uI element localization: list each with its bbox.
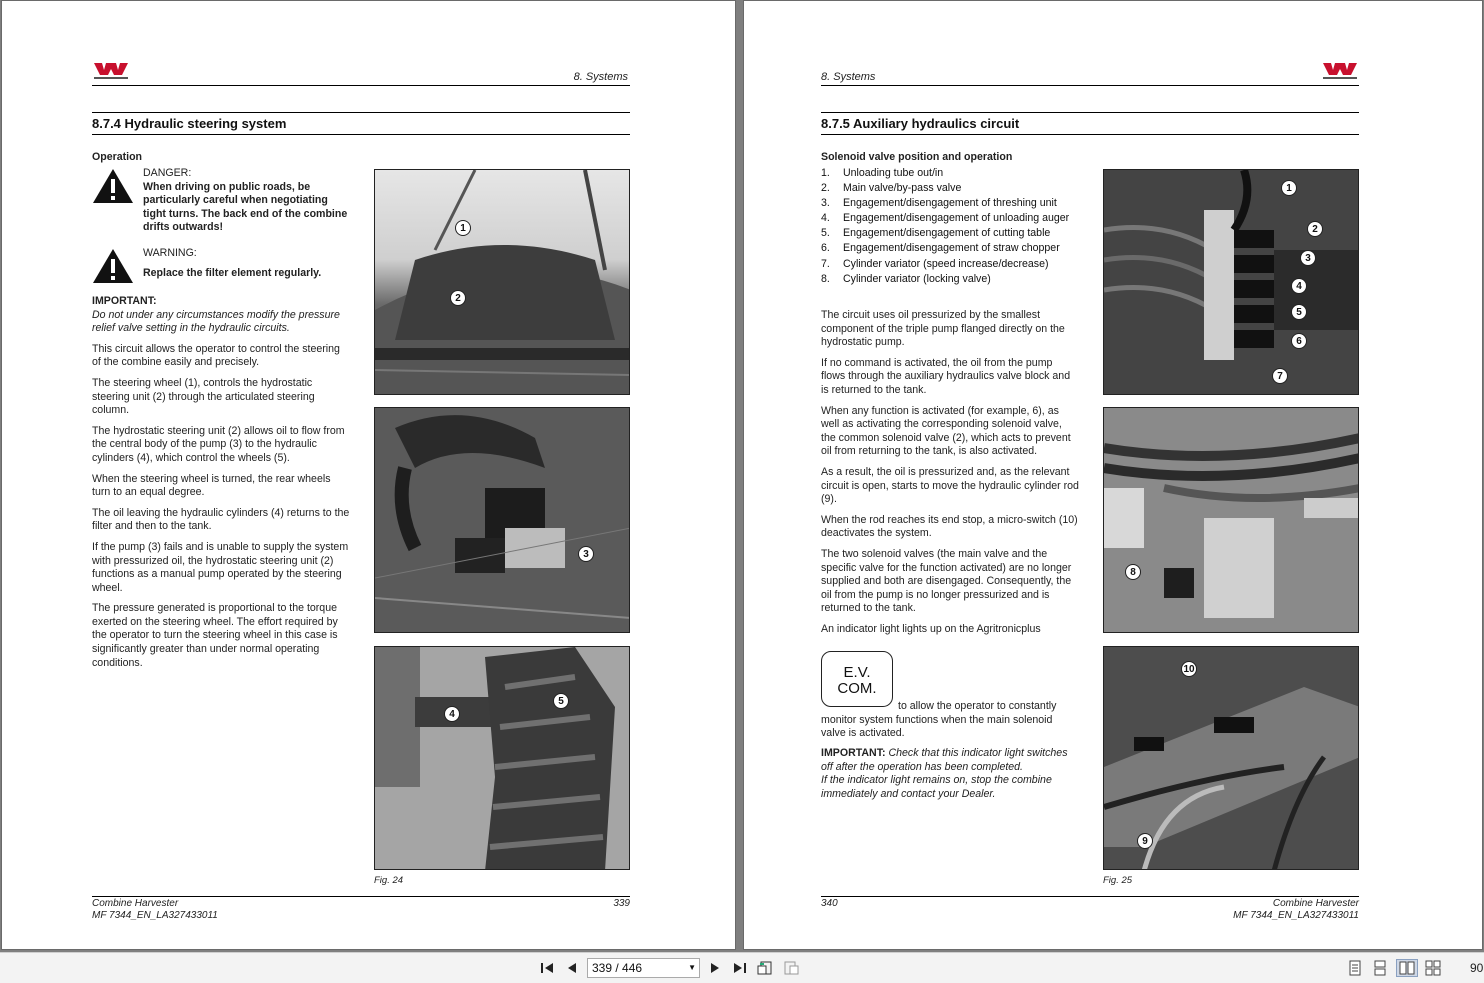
photo-wheel [374, 646, 630, 870]
photo-valve-block [1103, 169, 1359, 395]
paragraph: As a result, the oil is pressurized and, as the relevant circuit is open, starts to move the hydraulic cylinder rod (9). [821, 465, 1079, 506]
callout-4: 4 [444, 706, 460, 722]
evcom-line2: COM. [837, 680, 877, 697]
after-icon-text: to allow the operator to constantly monitor system functions when the main solenoid valve is activated. [821, 700, 1057, 740]
paragraph: The oil leaving the hydraulic cylinders (4) returns to the filter and then to the tank. [92, 506, 350, 533]
paragraph: When the steering wheel is turned, the rear wheels turn to an equal degree. [92, 472, 331, 499]
callout-2: 2 [1307, 221, 1323, 237]
callout-5: 5 [1291, 304, 1307, 320]
footer-title: Combine Harvester [1272, 898, 1359, 909]
important-text-1: Check that this indicator light switches off after the operation has been completed. [821, 747, 1068, 773]
callout-5: 5 [553, 693, 569, 709]
paragraph: When the rod reaches its end stop, a micro-switch (10) deactivates the system. [821, 513, 1078, 540]
section-title: 8.7.4 Hydraulic steering system [92, 116, 287, 131]
page-340 [743, 0, 1483, 950]
callout-2: 2 [450, 290, 466, 306]
evcom-line1: E.V. [843, 664, 871, 681]
photo-pump [374, 407, 630, 633]
paragraph: When any function is activated (for example, 6), as well as activating the corresponding solenoid valve, the common solenoid valve (2), which acts to prevent oil from returning to the tank, is also activated. [821, 404, 1071, 458]
callout-3: 3 [1300, 250, 1316, 266]
page-number-input[interactable] [587, 958, 700, 978]
subtitle: Solenoid valve position and operation [821, 151, 1013, 163]
footer-rule [92, 896, 630, 897]
next-view-icon[interactable] [782, 959, 800, 977]
operation-label: Operation [92, 151, 143, 163]
page-indicator: 339 / 446 [592, 961, 643, 975]
list-item: 4. Engagement/disengagement of unloading auger [821, 212, 1070, 225]
paragraph: The steering wheel (1), controls the hydrostatic steering unit (2) through the articulated steering column. [92, 376, 315, 417]
footer-title: Combine Harvester [92, 898, 179, 909]
important-label: IMPORTANT: [821, 747, 886, 759]
facing-pages-view-icon[interactable] [1396, 959, 1418, 977]
single-page-view-icon[interactable] [1346, 959, 1364, 977]
massey-ferguson-logo [92, 61, 130, 81]
section-title: 8.7.5 Auxiliary hydraulics circuit [821, 116, 1020, 131]
massey-ferguson-logo [1321, 61, 1359, 81]
last-page-icon[interactable] [731, 959, 749, 977]
zoom-level[interactable]: 90 [1470, 961, 1484, 975]
first-page-icon[interactable] [538, 959, 556, 977]
callout-6: 6 [1291, 333, 1307, 349]
paragraph: The hydrostatic steering unit (2) allows oil to flow from the central body of the pump (3) to the hydraulic cylinders (4), which control the wheels (5). [92, 424, 345, 464]
title-rule-top [821, 112, 1359, 113]
figure-caption: Fig. 25 [1103, 875, 1133, 886]
list-item: 2. Main valve/by-pass valve [821, 182, 962, 195]
title-rule-bottom [821, 134, 1359, 135]
list-item: 6. Engagement/disengagement of straw chopper [821, 242, 1060, 255]
viewer-toolbar [0, 952, 1484, 983]
paragraph: This circuit allows the operator to control the steering of the combine easily and precisely. [92, 342, 340, 369]
important-text: Do not under any circumstances modify the pressure relief valve setting in the hydraulic circuits. [92, 308, 340, 335]
important-label: IMPORTANT: [92, 295, 157, 307]
title-rule-top [92, 112, 630, 113]
callout-7: 7 [1272, 368, 1288, 384]
paragraph: The pressure generated is proportional to the torque exerted on the steering wheel. The effort required by the operator to turn the steering wheel in this case is significantly greater than under normal operating conditions. [92, 602, 338, 669]
warning-text: Replace the filter element regularly. [143, 266, 322, 279]
photo-steering-wheel [374, 169, 630, 395]
footer-rule [821, 896, 1359, 897]
continuous-view-icon[interactable] [1371, 959, 1389, 977]
danger-label: DANGER: [143, 167, 192, 179]
list-item: 1. Unloading tube out/in [821, 167, 944, 179]
list-item: 5. Engagement/disengagement of cutting table [821, 227, 1051, 240]
important-text-2: If the indicator light remains on, stop the combine immediately and contact your Dealer. [821, 774, 1052, 800]
header-section: 8. Systems [573, 71, 628, 83]
warning-label: WARNING: [143, 247, 197, 259]
list-item: 8. Cylinder variator (locking valve) [821, 272, 991, 285]
paragraph: An indicator light lights up on the Agritronicplus [821, 622, 1041, 635]
figure-caption: Fig. 24 [374, 875, 404, 886]
paragraph: The circuit uses oil pressurized by the smallest component of the triple pump flanged directly on the hydrostatic pump. [821, 309, 1065, 349]
paragraph: If the pump (3) fails and is unable to supply the system with pressurized oil, the hydrostatic steering unit (2) functions as a manual pump operated by the steering wheel. [92, 540, 349, 594]
page-339 [1, 0, 736, 950]
footer-code: MF 7344_EN_LA327433011 [92, 910, 218, 921]
page-number: 340 [821, 898, 838, 909]
header-rule [92, 85, 630, 86]
callout-1: 1 [1281, 180, 1297, 196]
ev-com-indicator-icon [821, 651, 893, 707]
danger-text: When driving on public roads, be particularly careful when negotiating tight turns. The back end of the combine drifts outwards! [143, 180, 348, 234]
photo-hoses [1103, 407, 1359, 633]
callout-4: 4 [1291, 278, 1307, 294]
callout-3: 3 [578, 546, 594, 562]
chevron-down-icon[interactable]: ▼ [688, 963, 696, 972]
footer-code: MF 7344_EN_LA327433011 [1233, 910, 1359, 921]
list-item: 3. Engagement/disengagement of threshing unit [821, 197, 1057, 210]
paragraph: The two solenoid valves (the main valve and the specific valve for the function activated) are no longer supplied and both are disengaged. Consequently, the oil from the pump is no longer pressurized and is returned to the tank. [821, 547, 1072, 615]
solenoid-list [821, 167, 1079, 286]
warning-icon [92, 248, 134, 284]
next-page-icon[interactable] [706, 959, 724, 977]
previous-page-icon[interactable] [563, 959, 581, 977]
callout-9: 9 [1137, 833, 1153, 849]
title-rule-bottom [92, 134, 630, 135]
page-number: 339 [613, 898, 630, 909]
header-section: 8. Systems [821, 71, 876, 83]
previous-view-icon[interactable] [756, 959, 774, 977]
danger-warning-icon [92, 168, 134, 204]
callout-1: 1 [455, 220, 471, 236]
paragraph: If no command is activated, the oil from the pump flows through the auxiliary hydraulics valve block and is returned to the tank. [821, 356, 1071, 396]
continuous-facing-view-icon[interactable] [1424, 959, 1442, 977]
list-item: 7. Cylinder variator (speed increase/decrease) [821, 257, 1049, 270]
callout-10: 10 [1181, 661, 1197, 677]
callout-8: 8 [1125, 564, 1141, 580]
header-rule [821, 85, 1359, 86]
